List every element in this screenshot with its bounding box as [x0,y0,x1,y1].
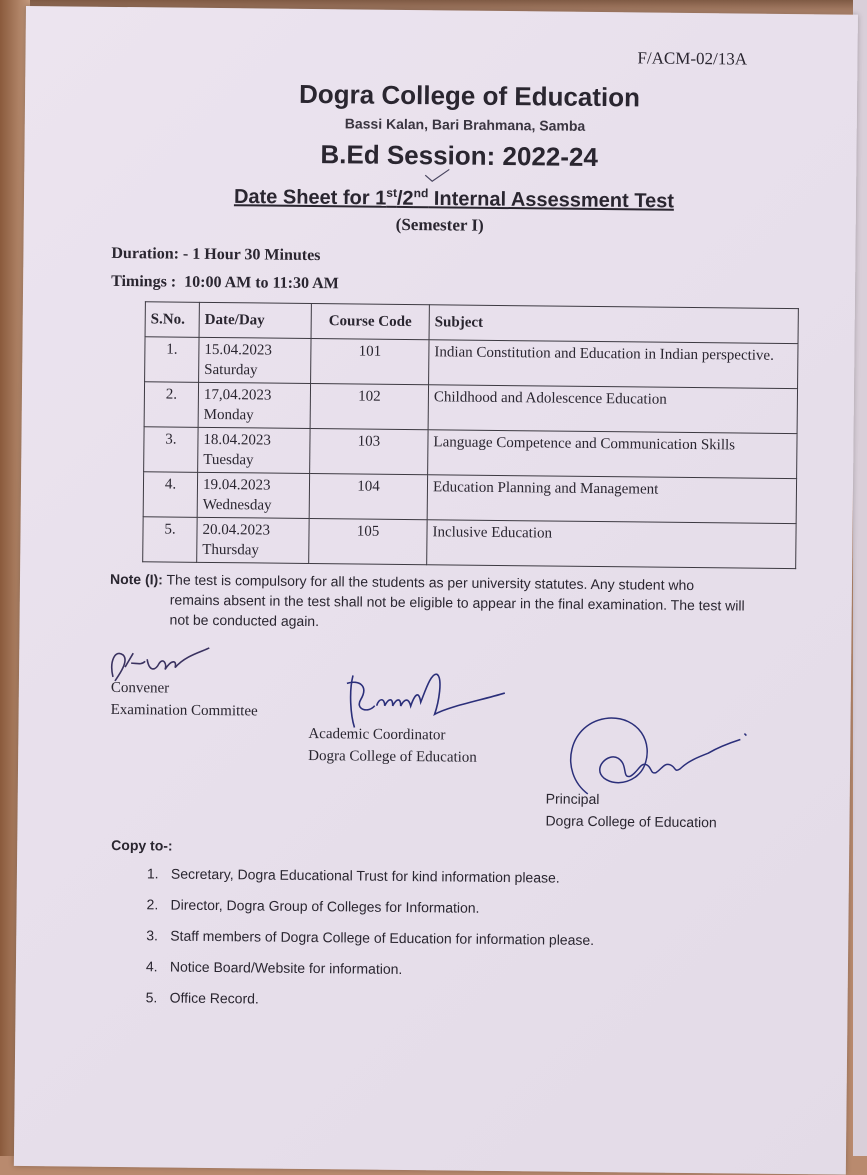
list-item [146,896,594,932]
cell-date: 18.04.2023 [203,431,272,449]
document-sheet [14,6,858,1175]
datesheet-title-post: Internal Assessment Test [428,187,675,213]
datesheet-title-pre: Date Sheet for 1 [233,185,387,210]
principal-org: Dogra College of Education [545,812,717,831]
cell-course-code: 105 [309,518,427,564]
cell-subject: Indian Constitution and Education in Indian perspective. [429,340,798,389]
list-item-number: 3. [146,927,159,944]
duration-value: 1 Hour 30 Minutes [192,245,321,265]
datesheet-sup-1: st [386,185,398,200]
convener-org: Examination Committee [110,701,258,720]
list-item [146,927,594,963]
header-course-code: Course Code [311,304,429,340]
semester-label: (Semester I) [395,214,484,235]
cell-sno: 4. [143,472,197,518]
cell-date: 19.04.2023 [202,476,271,494]
list-item [145,989,593,1025]
cell-date: 15.04.2023 [204,341,272,359]
note-text-rest: remains absent in the test shall not be eligible to appear in the final examination. The test will not be conducted again. [169,591,745,630]
list-item-number: 5. [145,989,158,1006]
list-item-text: Secretary, Dogra Educational Trust for kind information please. [170,865,560,886]
note-text-line1: The test is compulsory for all the students as per university statutes. Any student who [166,571,695,594]
duration-line [111,245,320,265]
cell-sno: 3. [144,427,198,473]
duration-label: Duration: - [111,244,189,263]
list-item-text: Director, Dogra Group of Colleges for Information. [170,896,480,916]
note-paragraph [109,569,750,636]
header-date-day: Date/Day [199,302,311,338]
list-item-text: Office Record. [169,989,259,1007]
copy-to-label: Copy to-: [111,836,173,854]
table-row [144,382,797,434]
principal-block [545,787,717,833]
cell-subject: Childhood and Adolescence Education [428,385,797,434]
cell-date-day [199,337,311,383]
form-code: F/ACM-02/13A [637,48,748,69]
list-item [146,958,594,994]
timings-line [111,273,339,293]
table-row [144,427,797,479]
college-name: Dogra College of Education [298,78,641,113]
list-item-number: 2. [146,896,159,913]
coordinator-block [308,723,477,769]
cell-day: Monday [203,406,254,424]
list-item [147,865,595,901]
cell-course-code: 103 [310,428,428,474]
list-item-text: Notice Board/Website for information. [169,958,403,977]
session-title: B.Ed Session: 2022-24 [320,139,599,172]
table-row [143,472,796,524]
copy-to-list [145,865,594,1025]
cell-sno: 5. [143,517,197,563]
table-row [145,337,798,389]
cell-day: Tuesday [203,451,254,469]
cell-sno: 1. [145,337,199,383]
list-item-number: 1. [146,865,159,882]
cell-course-code: 102 [310,384,428,430]
convener-title: Convener [110,679,170,697]
cell-course-code: 104 [309,473,427,519]
cell-subject: Inclusive Education [427,520,796,569]
coordinator-title: Academic Coordinator [308,725,446,744]
header-sno: S.No. [145,302,199,338]
datesheet-title [234,184,674,213]
cell-date: 20.04.2023 [202,521,271,539]
datesheet-title-mid: /2 [396,187,414,210]
tick-mark-icon [424,168,450,182]
date-sheet-table [142,301,799,569]
cell-day: Wednesday [202,496,272,514]
header-subject: Subject [429,305,798,344]
cell-course-code: 101 [311,339,429,385]
cell-date: 17,04.2023 [203,386,272,404]
coordinator-org: Dogra College of Education [308,747,477,766]
datesheet-sup-2: nd [413,186,429,201]
cell-day: Saturday [204,361,258,379]
note-label: Note (I): [109,570,163,588]
timings-label: Timings : [111,272,177,291]
convener-block [111,677,259,723]
cell-date-day [197,517,309,563]
table-row [143,517,796,569]
list-item-text: Staff members of Dogra College of Education for information please. [170,927,595,948]
cell-date-day [198,382,310,428]
list-item-number: 4. [145,958,158,975]
principal-title: Principal [545,790,600,808]
timings-value: 10:00 AM to 11:30 AM [184,273,339,293]
cell-date-day [198,427,310,473]
cell-sno: 2. [144,382,198,428]
cell-day: Thursday [202,541,260,559]
cell-subject: Education Planning and Management [427,475,796,524]
cell-subject: Language Competence and Communication Skills [428,430,797,479]
cell-date-day [197,472,309,518]
college-address: Bassi Kalan, Bari Brahmana, Samba [344,115,586,134]
